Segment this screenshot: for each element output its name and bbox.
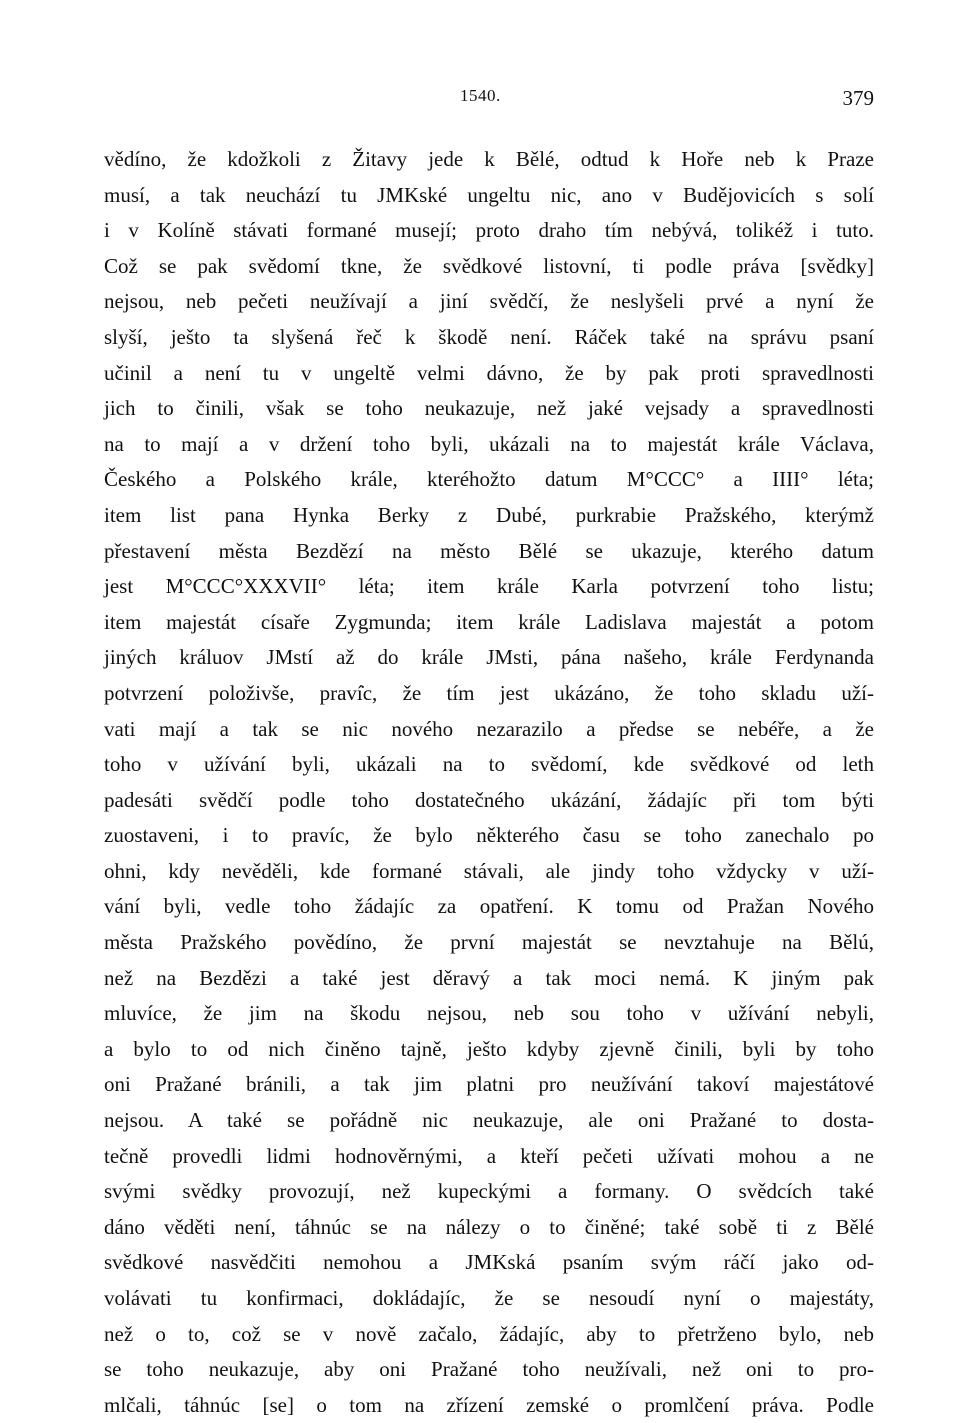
text-line: než o to, což se v nově začalo, žádajíc, aby to přetrženo bylo, neb bbox=[104, 1321, 874, 1346]
running-head bbox=[104, 86, 874, 116]
text-line: přestavení města Bezdězí na město Bělé se ukazuje, kterého datum bbox=[104, 538, 874, 563]
text-line: na to mají a v držení toho byli, ukázali na to majestát krále Václava, bbox=[104, 431, 874, 456]
text-line: svými svědky provozují, než kupeckými a formany. O svědcích také bbox=[104, 1179, 874, 1204]
text-line: učinil a není tu v ungeltě velmi dávno, že by pak proti spravedlnosti bbox=[104, 360, 874, 385]
text-line: padesáti svědčí podle toho dostatečného ukázání, žádajíc při tom býti bbox=[104, 787, 874, 812]
header-year: 1540. bbox=[460, 86, 501, 105]
text-line: ohni, kdy nevěděli, kde formané stávali, ale jindy toho vždycky v uží- bbox=[104, 858, 874, 883]
text-line: mlčali, táhnúc [se] o tom na zřízení zemské o promlčení práva. Podle bbox=[104, 1392, 874, 1417]
text-line: jest M°CCC°XXXVII° léta; item krále Karla potvrzení toho listu; bbox=[104, 574, 874, 599]
body-text bbox=[104, 142, 874, 1423]
text-line: toho v užívání byli, ukázali na to svědomí, kde svědkové od leth bbox=[104, 752, 874, 777]
text-line: vati mají a tak se nic nového nezarazilo a předse se nebéře, a že bbox=[104, 716, 874, 741]
text-line: Což se pak svědomí tkne, že svědkové listovní, ti podle práva [svědky] bbox=[104, 253, 874, 278]
text-line: a bylo to od nich činěno tajně, ješto kdyby zjevně činili, byli by toho bbox=[104, 1036, 874, 1061]
text-line: vání byli, vedle toho žádajíc za opatření. K tomu od Pražan Nového bbox=[104, 894, 874, 919]
text-line: i v Kolíně stávati formané musejí; proto draho tím nebývá, tolikéž i tuto. bbox=[104, 218, 874, 243]
text-line: jich to činili, však se toho neukazuje, než jaké vejsady a spravedlnosti bbox=[104, 396, 874, 421]
text-line: tečně provedli lidmi hodnověrnými, a kteří pečeti užívati mohou a ne bbox=[104, 1143, 874, 1168]
text-line: potvrzení položivše, praví̇c, že tím jest ukázáno, že toho skladu uží- bbox=[104, 680, 874, 705]
text-line: zuostaveni, i to pravíc, že bylo některého času se toho zanechalo po bbox=[104, 823, 874, 848]
text-line: jiných králuov JMstí až do krále JMsti, pána našeho, krále Ferdynanda bbox=[104, 645, 874, 670]
text-line: nejsou. A také se pořádně nic neukazuje, ale oni Pražané to dosta- bbox=[104, 1108, 874, 1133]
text-line: volávati tu konfirmaci, dokládajíc, že se nesoudí nyní o majestáty, bbox=[104, 1286, 874, 1310]
page-number: 379 bbox=[842, 86, 874, 110]
text-line: města Pražského povědíno, že první majestát se nevztahuje na Bělú, bbox=[104, 930, 874, 955]
text-line: Českého a Polského krále, kteréhožto datum M°CCC° a IIII° léta; bbox=[104, 467, 874, 492]
text-line: než na Bezdězi a také jest děravý a tak moci nemá. K jiným pak bbox=[104, 965, 874, 990]
text-line: oni Pražané bránili, a tak jim platni pro neužívání takoví majestátové bbox=[104, 1072, 874, 1097]
text-line: mluvíce, že jim na škodu nejsou, neb sou toho v užívání nebyli, bbox=[104, 1001, 874, 1026]
text-line: vědíno, že kdožkoli z Žitavy jede k Bělé, odtud k Hoře neb k Praze bbox=[104, 147, 874, 171]
text-line: item list pana Hynka Berky z Dubé, purkrabie Pražského, kterýmž bbox=[104, 502, 874, 527]
text-line: item majestát císaře Zygmunda; item krále Ladislava majestát a potom bbox=[104, 609, 874, 634]
text-line: se toho neukazuje, aby oni Pražané toho neužívali, než oni to pro- bbox=[104, 1357, 874, 1382]
text-line: dáno věděti není, táhnúc se na nálezy o to činěné; také sobě ti z Bělé bbox=[104, 1214, 874, 1239]
text-line: slyší, ješto ta slyšená řeč k škodě není. Ráček také na správu psaní bbox=[104, 324, 874, 349]
text-line: svědkové nasvědčiti nemohou a JMKská psaním svým ráčí jako od- bbox=[104, 1250, 874, 1275]
text-line: musí, a tak neuchází tu JMKské ungeltu nic, ano v Budějovicích s solí bbox=[104, 182, 874, 207]
text-line: nejsou, neb pečeti neužívají a jiní svědčí, že neslyšeli prvé a nyní že bbox=[104, 289, 874, 314]
